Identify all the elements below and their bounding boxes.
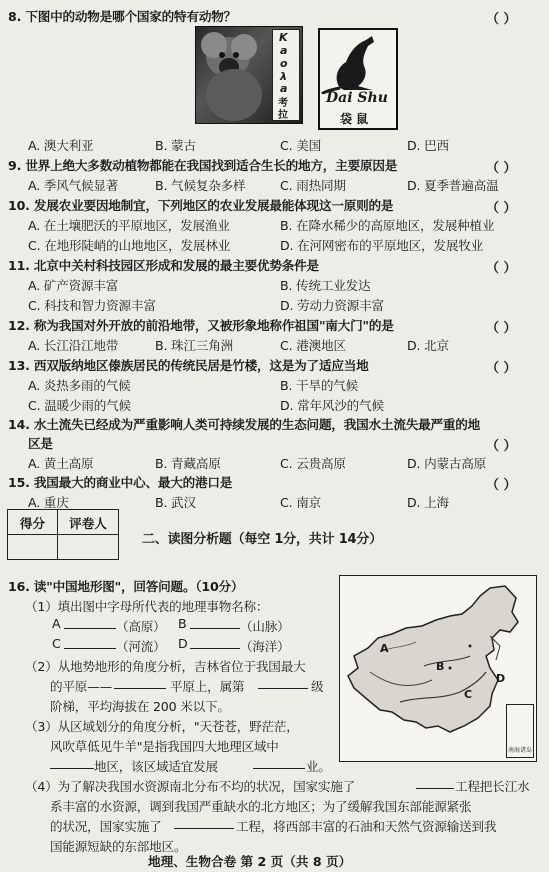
q10-option-c[interactable]: C. 在地形陡峭的山地地区，发展林业 xyxy=(28,238,231,253)
q16-part3-line1: （3）从区域划分的角度分析，"天苍苍，野茫茫， xyxy=(25,719,299,734)
grader-cell[interactable] xyxy=(58,535,119,560)
q16-part4-line3a: 的状况，国家实施了 xyxy=(50,819,162,834)
q14-option-c[interactable]: C. 云贵高原 xyxy=(280,456,346,471)
q10-stem: 10. 发展农业要因地制宜，下列地区的农业发展最能体现这一原则的是 xyxy=(8,198,394,213)
q16-part4-line1a: （4）为了解决我国水资源南北分布不均的状况，国家实施了 xyxy=(25,779,356,794)
score-table xyxy=(7,509,119,560)
map-label-c: C xyxy=(464,688,473,701)
q14-stem-line2: 区是 xyxy=(28,436,53,451)
q13-option-a[interactable]: A. 炎热多雨的气候 xyxy=(28,378,131,393)
koala-text-5: a xyxy=(280,82,288,95)
q14-option-d[interactable]: D. 内蒙古高原 xyxy=(407,456,487,471)
q9-option-c[interactable]: C. 雨热同期 xyxy=(280,178,346,193)
q16-b-blank[interactable] xyxy=(190,616,240,629)
q16-b-letter: B xyxy=(178,616,187,631)
q16-b-hint: （山脉） xyxy=(240,619,290,634)
koala-text-7: 拉 xyxy=(278,110,288,121)
q15-option-a[interactable]: A. 重庆 xyxy=(28,495,69,510)
q8-option-a[interactable]: A. 澳大利亚 xyxy=(28,138,94,153)
q10-answer-paren[interactable]: （ ） xyxy=(486,201,517,216)
q12-option-c[interactable]: C. 港澳地区 xyxy=(280,338,346,353)
q16-part2-line2a: 的平原—— xyxy=(50,679,112,694)
map-label-b: B xyxy=(436,660,445,673)
grader-header: 评卷人 xyxy=(58,510,119,535)
q15-option-d[interactable]: D. 上海 xyxy=(407,495,449,510)
koala-text-2: a xyxy=(280,44,288,57)
daishu-cn: 袋 鼠 xyxy=(340,112,369,126)
q13-option-b[interactable]: B. 干旱的气候 xyxy=(280,378,359,393)
q16-part2-line1: （2）从地势地形的角度分析，吉林省位于我国最大 xyxy=(25,659,306,674)
daishu-en: Dai Shu xyxy=(326,90,388,106)
q12-option-b[interactable]: B. 珠江三角洲 xyxy=(155,338,234,353)
q8-stem: 8. 下图中的动物是哪个国家的特有动物？ xyxy=(8,9,237,24)
q11-answer-paren[interactable]: （ ） xyxy=(486,261,517,276)
q12-answer-paren[interactable]: （ ） xyxy=(486,321,517,336)
q8-answer-paren[interactable]: （ ） xyxy=(486,12,517,27)
q16-plain-blank[interactable] xyxy=(114,676,166,689)
inset-label: 南海诸岛 xyxy=(508,747,533,754)
q16-part2-line2c: 级 xyxy=(311,679,324,694)
q16-c-hint: （河流） xyxy=(116,639,166,654)
q15-option-b[interactable]: B. 武汉 xyxy=(155,495,196,510)
q9-answer-paren[interactable]: （ ） xyxy=(486,161,517,176)
q16-part4-line1b: 工程把长江水 xyxy=(455,779,530,794)
south-sea-inset xyxy=(506,704,534,758)
q16-step-blank[interactable] xyxy=(258,676,308,689)
q16-a-blank[interactable] xyxy=(64,616,116,629)
q16-project1-blank[interactable] xyxy=(416,776,454,789)
china-terrain-map xyxy=(339,575,537,762)
koala-text-4: λ xyxy=(280,70,287,83)
q16-d-letter: D xyxy=(178,636,188,651)
q16-part4-line3b: 工程，将西部丰富的石油和天然气资源输送到我 xyxy=(236,819,497,834)
q10-option-d[interactable]: D. 在河网密布的平原地区，发展牧业 xyxy=(280,238,484,253)
koala-text-3: o xyxy=(280,57,288,70)
q9-option-a[interactable]: A. 季风气候显著 xyxy=(28,178,119,193)
q16-d-blank[interactable] xyxy=(190,636,240,649)
q11-option-d[interactable]: D. 劳动力资源丰富 xyxy=(280,298,384,313)
q12-option-d[interactable]: D. 北京 xyxy=(407,338,449,353)
q15-answer-paren[interactable]: （ ） xyxy=(486,478,517,493)
q13-answer-paren[interactable]: （ ） xyxy=(486,361,517,376)
map-label-d: D xyxy=(496,672,506,685)
q16-industry-blank[interactable] xyxy=(253,756,305,769)
q14-option-a[interactable]: A. 黄土高原 xyxy=(28,456,94,471)
q15-option-c[interactable]: C. 南京 xyxy=(280,495,321,510)
koala-logo xyxy=(195,26,303,124)
kangaroo-icon xyxy=(320,30,396,94)
q16-d-hint: （海洋） xyxy=(240,639,290,654)
q11-option-b[interactable]: B. 传统工业发达 xyxy=(280,278,371,293)
q16-part4-line4: 国能源短缺的东部地区。 xyxy=(50,839,187,854)
q16-c-blank[interactable] xyxy=(64,636,116,649)
kangaroo-logo xyxy=(318,28,398,130)
q9-option-d[interactable]: D. 夏季普遍高温 xyxy=(407,178,499,193)
koala-text-1: K xyxy=(279,31,288,44)
q8-option-d[interactable]: D. 巴西 xyxy=(407,138,449,153)
q16-part3-line2: 风吹草低见牛羊"是指我国四大地理区域中 xyxy=(50,739,279,754)
q13-option-d[interactable]: D. 常年风沙的气候 xyxy=(280,398,384,413)
q12-option-a[interactable]: A. 长江沿江地带 xyxy=(28,338,119,353)
q10-option-b[interactable]: B. 在降水稀少的高原地区，发展种植业 xyxy=(280,218,495,233)
q11-option-a[interactable]: A. 矿产资源丰富 xyxy=(28,278,119,293)
q16-a-letter: A xyxy=(52,616,61,631)
q11-option-c[interactable]: C. 科技和智力资源丰富 xyxy=(28,298,156,313)
q16-part2-line2b: 平原上，属第 xyxy=(170,679,245,694)
q8-option-c[interactable]: C. 美国 xyxy=(280,138,321,153)
q16-stem: 16. 读"中国地形图"，回答问题。（10分） xyxy=(8,579,244,594)
score-header: 得分 xyxy=(8,510,58,535)
q10-option-a[interactable]: A. 在土壤肥沃的平原地区，发展渔业 xyxy=(28,218,230,233)
q15-stem: 15. 我国最大的商业中心、最大的港口是 xyxy=(8,475,233,490)
page-footer: 地理、生物合卷 第 2 页（共 8 页） xyxy=(148,854,352,869)
q16-part2-line3: 阶梯，平均海拔在 200 米以下。 xyxy=(50,699,230,714)
koala-text-6: 考 xyxy=(278,98,288,109)
q16-part3-line3b: 地区，该区域适宜发展 xyxy=(94,759,218,774)
q16-part4-line2: 系丰富的水资源，调到我国严重缺水的北方地区；为了缓解我国东部能源紧张 xyxy=(50,799,472,814)
q16-c-letter: C xyxy=(52,636,61,651)
q16-part1: （1）填出图中字母所代表的地理事物名称： xyxy=(25,599,269,614)
section2-title: 二、读图分析题（每空 1分，共计 14分） xyxy=(142,532,382,547)
q13-stem: 13. 西双版纳地区傣族居民的传统民居是竹楼，这是为了适应当地 xyxy=(8,358,369,373)
map-label-a: A xyxy=(380,642,389,655)
q13-option-c[interactable]: C. 温暖少雨的气候 xyxy=(28,398,131,413)
q14-stem-line1: 14. 水土流失已经成为严重影响人类可持续发展的生态问题，我国水土流失最严重的地 xyxy=(8,417,481,432)
q14-option-b[interactable]: B. 青藏高原 xyxy=(155,456,221,471)
q14-answer-paren[interactable]: （ ） xyxy=(486,439,517,454)
q16-region-blank[interactable] xyxy=(50,756,94,769)
q11-stem: 11. 北京中关村科技园区形成和发展的最主要优势条件是 xyxy=(8,258,319,273)
q16-a-hint: （高原） xyxy=(116,619,166,634)
q16-project2-blank[interactable] xyxy=(174,816,234,829)
q9-option-b[interactable]: B. 气候复杂多样 xyxy=(155,178,246,193)
score-cell[interactable] xyxy=(8,535,58,560)
q12-stem: 12. 称为我国对外开放的前沿地带，又被形象地称作祖国"南大门"的是 xyxy=(8,318,394,333)
q16-part3-line3c: 业。 xyxy=(306,759,331,774)
q9-stem: 9. 世界上绝大多数动植物都能在我国找到适合生长的地方，主要原因是 xyxy=(8,158,398,173)
q8-option-b[interactable]: B. 蒙古 xyxy=(155,138,196,153)
